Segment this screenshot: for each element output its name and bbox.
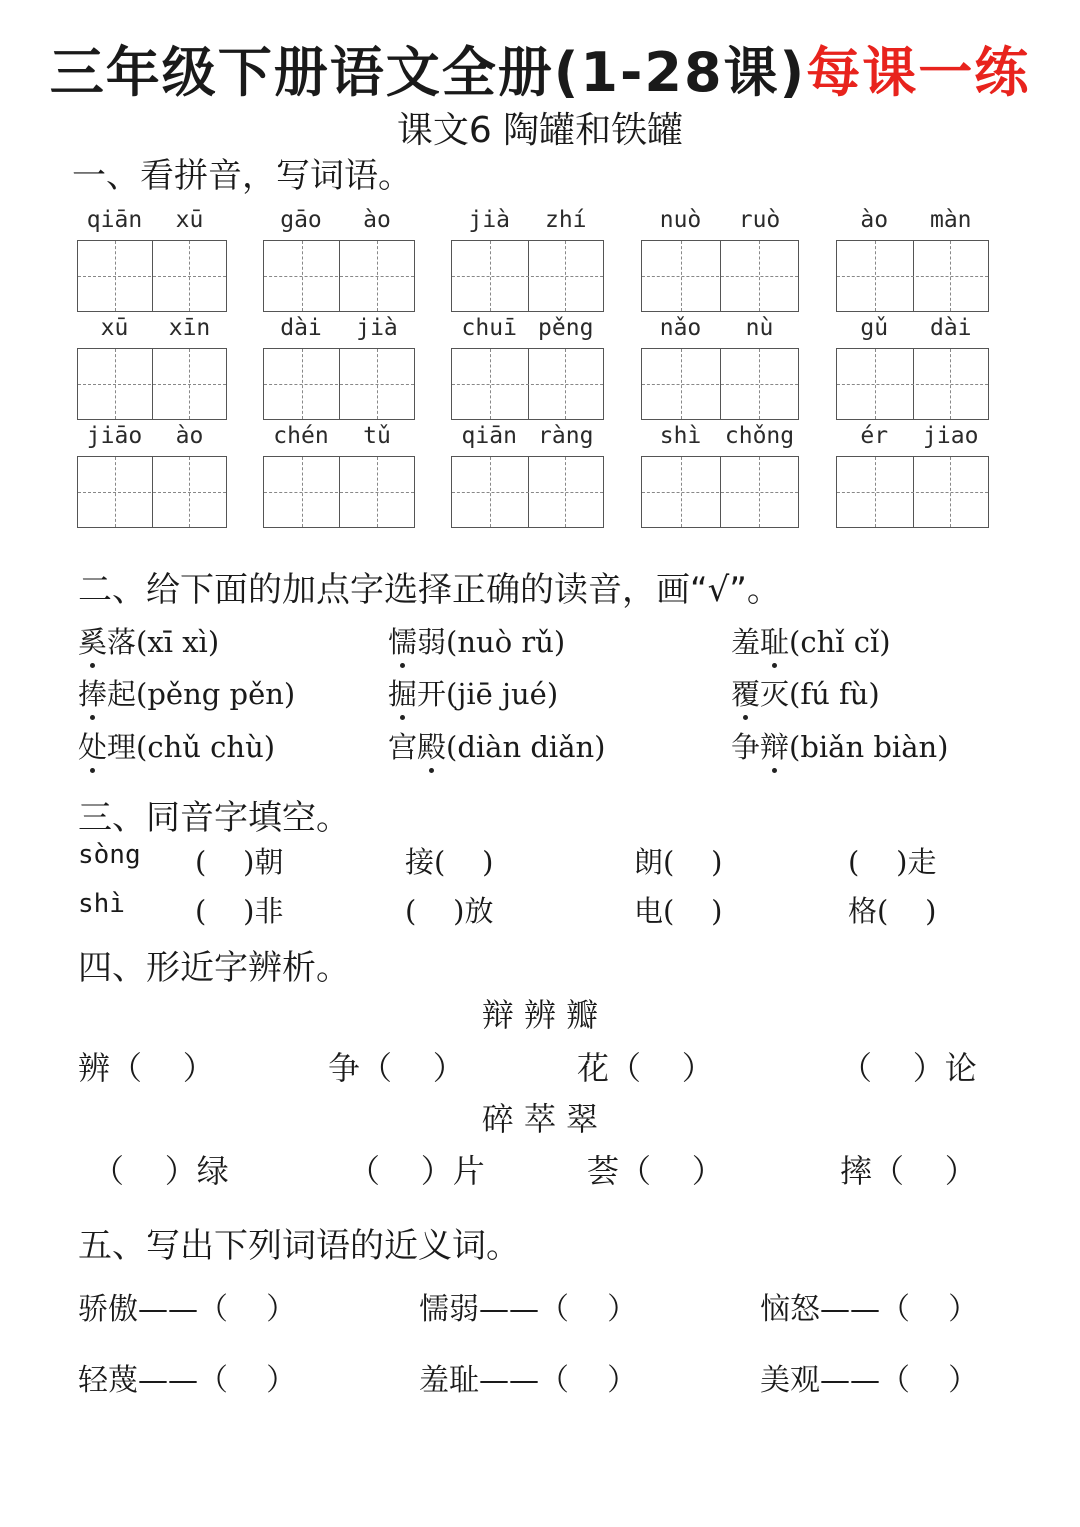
pronunciation-item [78, 672, 295, 713]
similar-chars-group2: 碎 萃 翠 [481, 1100, 599, 1138]
homophone-blank[interactable]: 格( ) [848, 894, 937, 928]
homophone-pinyin: sòng [78, 840, 141, 870]
pinyin-syllable: dài [929, 315, 972, 341]
similar-char-blank[interactable]: （ ）绿 [92, 1152, 229, 1190]
dotted-char: 捧 [78, 677, 108, 711]
similar-char-blank[interactable]: 荟（ ） [587, 1152, 724, 1190]
dotted-char: 奚 [78, 625, 108, 659]
similar-char-blank[interactable]: 摔（ ） [840, 1152, 977, 1190]
lesson-subtitle: 课文6 陶罐和铁罐 [396, 110, 684, 151]
synonym-blank[interactable]: 美观——（ ） [760, 1363, 979, 1398]
title-main: 三年级下册语文全册(1-28课) [49, 41, 807, 104]
similar-chars-group1: 辩 辨 瓣 [481, 996, 599, 1034]
writing-box[interactable] [641, 240, 799, 312]
homophone-blank[interactable]: ( )走 [848, 845, 937, 879]
pinyin-options[interactable]: (chǔ chù) [136, 730, 276, 764]
pinyin-syllable: gāo [280, 207, 322, 233]
synonym-blank[interactable]: 懦弱——（ ） [419, 1292, 638, 1327]
writing-box[interactable] [836, 240, 989, 312]
dotted-char: 殿 [417, 730, 447, 764]
synonym-blank[interactable]: 骄傲——（ ） [78, 1292, 297, 1327]
writing-box[interactable] [836, 348, 989, 420]
homophone-blank[interactable]: 接( ) [405, 845, 494, 879]
pinyin-syllable: shì [659, 423, 702, 449]
homophone-blank[interactable]: ( )放 [405, 894, 494, 928]
homophone-pinyin: shì [78, 889, 125, 919]
pinyin-syllable: ràng [538, 423, 594, 449]
writing-box[interactable] [451, 456, 604, 528]
pinyin-syllable: chǒng [724, 423, 795, 449]
pinyin-syllable: ào [860, 207, 889, 233]
pinyin-syllable: chuī [461, 315, 517, 341]
word-char: 开 [417, 677, 447, 711]
writing-box[interactable] [836, 456, 989, 528]
writing-box[interactable] [77, 240, 227, 312]
pronunciation-item [731, 725, 949, 766]
section1-heading: 一、看拼音，写词语。 [72, 156, 412, 196]
homophone-blank[interactable]: ( )朝 [195, 845, 284, 879]
pinyin-syllable: tǔ [363, 423, 391, 449]
word-char: 弱 [417, 625, 447, 659]
homophone-blank[interactable]: 电( ) [634, 894, 723, 928]
pinyin-syllable: chén [273, 423, 329, 449]
title-accent: 每课一练 [806, 41, 1031, 104]
pinyin-syllable: jiao [923, 423, 979, 449]
homophone-blank[interactable]: 朗( ) [634, 845, 723, 879]
similar-char-blank[interactable]: 辨（ ） [78, 1049, 215, 1087]
pronunciation-item [388, 725, 606, 766]
dotted-char: 懦 [388, 625, 418, 659]
similar-char-blank[interactable]: （ ）片 [348, 1152, 485, 1190]
writing-box[interactable] [263, 240, 415, 312]
similar-char-blank[interactable]: （ ）论 [840, 1049, 977, 1087]
word-char: 落 [107, 625, 137, 659]
pinyin-options[interactable]: (jiē jué) [446, 677, 559, 711]
section5-heading: 五、写出下列词语的近义词。 [78, 1226, 520, 1266]
pronunciation-item [731, 672, 880, 713]
section2-heading: 二、给下面的加点字选择正确的读音，画“√”。 [78, 570, 781, 610]
word-char: 灭 [760, 677, 790, 711]
word-char: 理 [107, 730, 137, 764]
pinyin-options[interactable]: (nuò rǔ) [446, 625, 566, 659]
pinyin-syllable: qiān [86, 207, 143, 233]
section3-heading: 三、同音字填空。 [78, 798, 350, 838]
word-char: 起 [107, 677, 137, 711]
pinyin-syllable: ào [175, 423, 204, 449]
pinyin-syllable: xū [100, 315, 129, 341]
word-char: 宫 [388, 730, 418, 764]
writing-box[interactable] [641, 348, 799, 420]
pinyin-options[interactable]: (chǐ cǐ) [789, 625, 891, 659]
writing-box[interactable] [77, 348, 227, 420]
writing-box[interactable] [641, 456, 799, 528]
pinyin-syllable: màn [929, 207, 972, 233]
pinyin-syllable: nuò [659, 207, 702, 233]
pinyin-syllable: jià [356, 315, 398, 341]
pinyin-syllable: ào [363, 207, 391, 233]
pinyin-syllable: ér [860, 423, 889, 449]
synonym-blank[interactable]: 羞耻——（ ） [419, 1363, 638, 1398]
writing-box[interactable] [263, 348, 415, 420]
writing-box[interactable] [77, 456, 227, 528]
word-char: 争 [731, 730, 761, 764]
section4-heading: 四、形近字辨析。 [78, 948, 350, 988]
similar-char-blank[interactable]: 争（ ） [328, 1049, 465, 1087]
pronunciation-item [78, 620, 219, 661]
pinyin-syllable: gǔ [860, 315, 889, 341]
pronunciation-item [388, 672, 558, 713]
pinyin-syllable: xū [175, 207, 204, 233]
dotted-char: 覆 [731, 677, 761, 711]
pinyin-syllable: ruò [738, 207, 781, 233]
writing-box[interactable] [451, 348, 604, 420]
dotted-char: 掘 [388, 677, 418, 711]
dotted-char: 耻 [760, 625, 790, 659]
pronunciation-item [78, 725, 275, 766]
pinyin-options[interactable]: (xī xì) [136, 625, 220, 659]
pinyin-syllable: zhí [544, 207, 587, 233]
synonym-blank[interactable]: 轻蔑——（ ） [78, 1363, 297, 1398]
dotted-char: 辩 [760, 730, 790, 764]
pinyin-options[interactable]: (diàn diǎn) [446, 730, 606, 764]
word-char: 羞 [731, 625, 761, 659]
pinyin-syllable: dài [280, 315, 322, 341]
synonym-blank[interactable]: 恼怒——（ ） [760, 1292, 979, 1327]
pronunciation-item [731, 620, 891, 661]
similar-char-blank[interactable]: 花（ ） [577, 1049, 714, 1087]
pinyin-syllable: jià [468, 207, 511, 233]
writing-box[interactable] [451, 240, 604, 312]
pinyin-syllable: nǎo [659, 315, 702, 341]
pinyin-syllable: nù [745, 315, 774, 341]
pinyin-options[interactable]: (biǎn biàn) [789, 730, 949, 764]
page-title [0, 30, 1080, 107]
writing-box[interactable] [263, 456, 415, 528]
pinyin-syllable: xīn [168, 315, 211, 341]
pinyin-options[interactable]: (fú fù) [789, 677, 880, 711]
pinyin-options[interactable]: (pěng pěn) [136, 677, 296, 711]
homophone-blank[interactable]: ( )非 [195, 894, 284, 928]
pinyin-syllable: qiān [461, 423, 517, 449]
pinyin-syllable: jiāo [86, 423, 143, 449]
pronunciation-item [388, 620, 565, 661]
dotted-char: 处 [78, 730, 108, 764]
pinyin-syllable: pěng [538, 315, 594, 341]
